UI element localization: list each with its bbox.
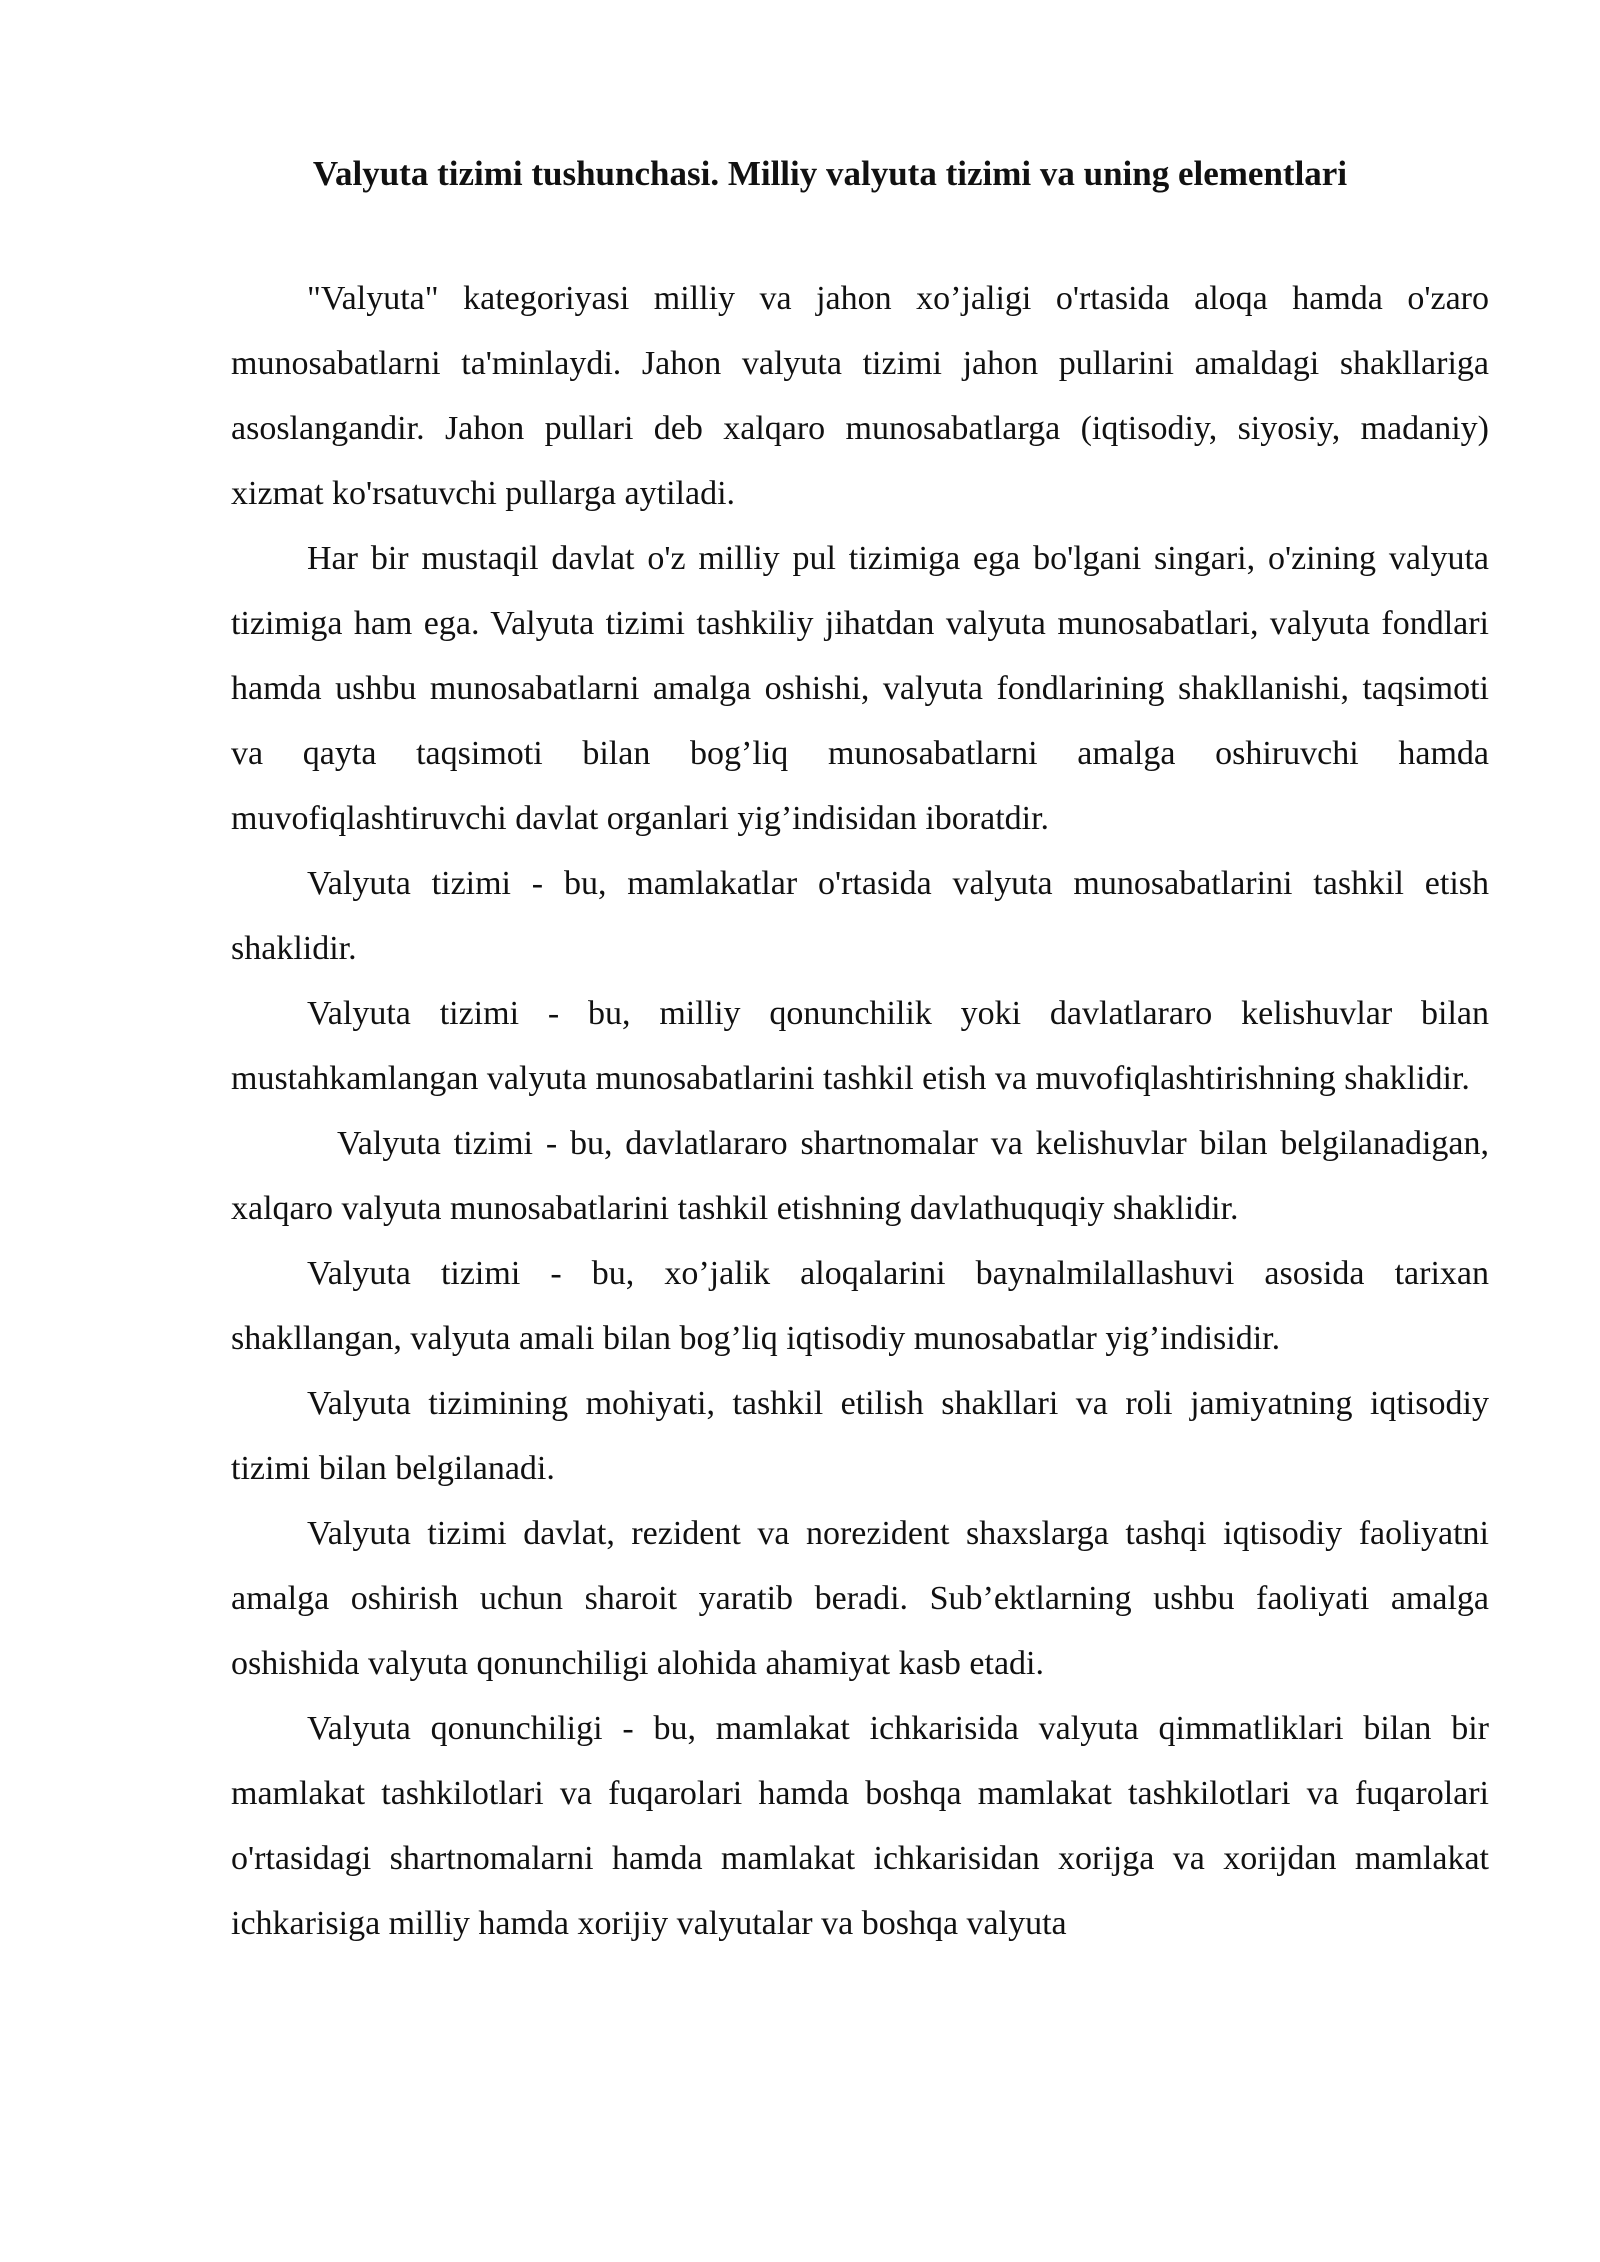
paragraph-5: Valyuta tizimi - bu, davlatlararo shartnomalar va kelishuvlar bilan belgilanadigan, xalqaro valyuta munosabatlarini tashkil etishning davlathuquqiy shaklidir. (231, 1125, 1489, 1227)
paragraph-7: Valyuta tizimining mohiyati, tashkil etilish shakllari va roli jamiyatning iqtisodiy tizimi bilan belgilanadi. (231, 1385, 1489, 1487)
paragraph-9: Valyuta qonunchiligi - bu, mamlakat ichkarisida valyuta qimmatliklari bilan bir mamlakat tashkilotlari va fuqarolari hamda boshqa mamlakat tashkilotlari va fuqarolari o'rtasidagi shartnomalarni hamda mamlakat ichkarisidan xorijga va xorijdan mamlakat ichkarisiga milliy hamda xorijiy valyutalar va boshqa valyuta (231, 1710, 1489, 1942)
paragraph-3: Valyuta tizimi - bu, mamlakatlar o'rtasida valyuta munosabatlarini tashkil etish shaklidir. (231, 865, 1489, 967)
document-title: Valyuta tizimi tushunchasi. Milliy valyuta tizimi va uning elementlari (312, 154, 1348, 193)
paragraph-8: Valyuta tizimi davlat, rezident va norezident shaxslarga tashqi iqtisodiy faoliyatni amalga oshirish uchun sharoit yaratib beradi. Sub’ektlarning ushbu faoliyati amalga oshishida valyuta qonunchiligi alohida ahamiyat kasb etadi. (231, 1515, 1489, 1682)
paragraph-4: Valyuta tizimi - bu, milliy qonunchilik yoki davlatlararo kelishuvlar bilan mustahkamlangan valyuta munosabatlarini tashkil etish va muvofiqlashtirishning shaklidir. (231, 995, 1489, 1097)
paragraph-2: Har bir mustaqil davlat o'z milliy pul tizimiga ega bo'lgani singari, o'zining valyuta tizimiga ham ega. Valyuta tizimi tashkiliy jihatdan valyuta munosabatlari, valyuta fondlari hamda ushbu munosabatlarni amalga oshishi, valyuta fondlarining shakllanishi, taqsimoti va qayta taqsimoti bilan bog’liq munosabatlarni amalga oshiruvchi hamda muvofiqlashtiruvchi davlat organlari yig’indisidan iboratdir. (231, 540, 1489, 837)
document-body (231, 266, 1489, 1956)
paragraph-1: "Valyuta" kategoriyasi milliy va jahon xo’jaligi o'rtasida aloqa hamda o'zaro munosabatlarni ta'minlaydi. Jahon valyuta tizimi jahon pullarini amaldagi shakllariga asoslangandir. Jahon pullari deb xalqaro munosabatlarga (iqtisodiy, siyosiy, madaniy) xizmat ko'rsatuvchi pullarga aytiladi. (231, 280, 1489, 512)
paragraph-6: Valyuta tizimi - bu, xo’jalik aloqalarini baynalmilallashuvi asosida tarixan shakllangan, valyuta amali bilan bog’liq iqtisodiy munosabatlar yig’indisidir. (231, 1255, 1489, 1357)
